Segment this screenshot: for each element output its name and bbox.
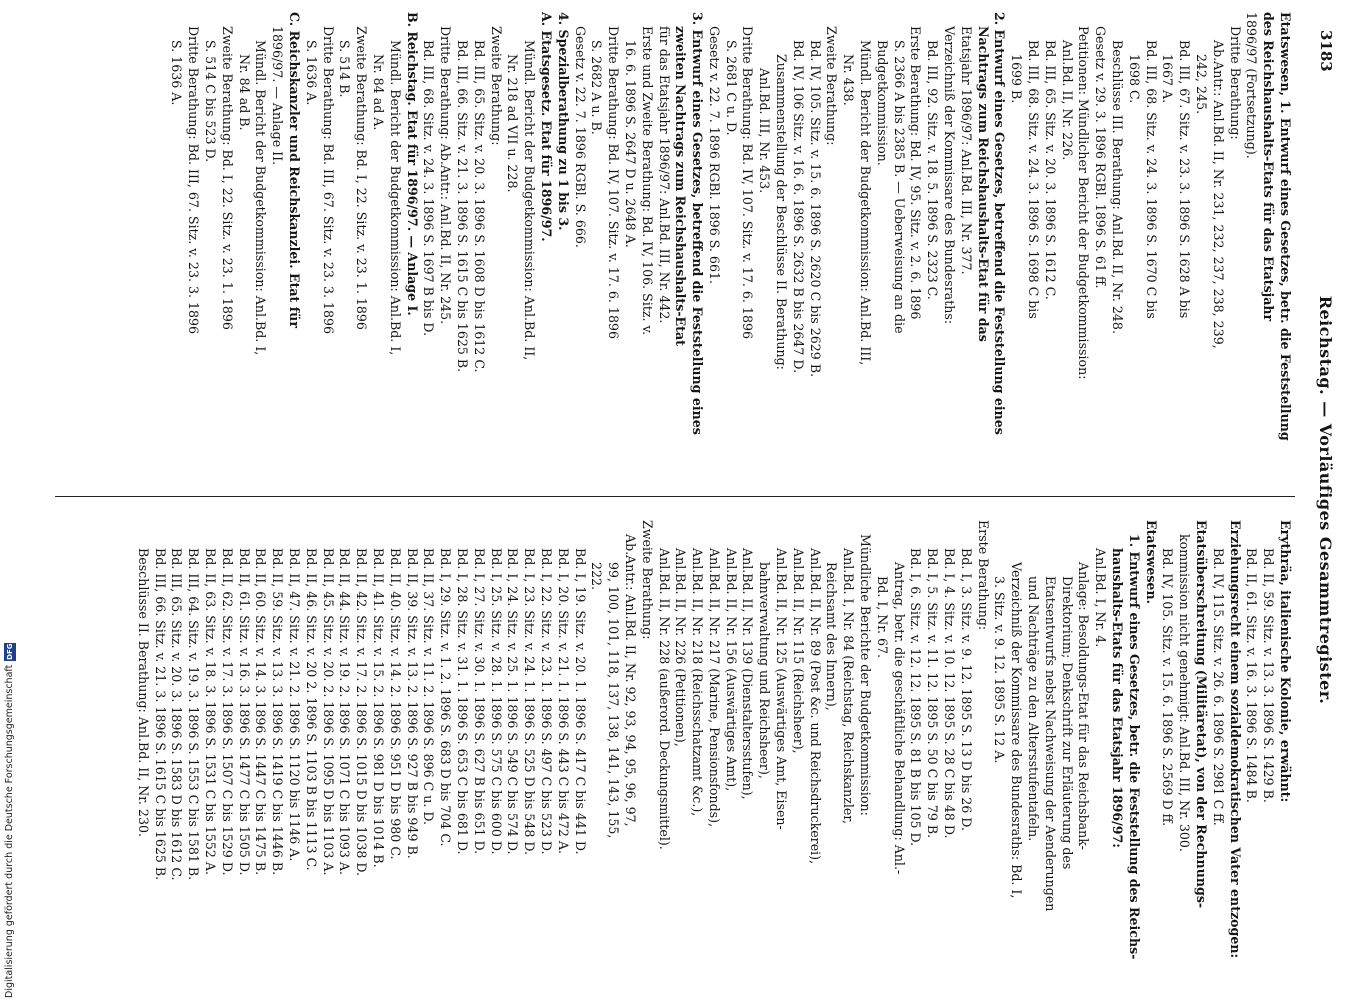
register-entry-line: Bd. III, 65. Sitz. v. 20. 3. 1896 S. 1583 D bis 1612 C. <box>169 548 185 881</box>
register-entry-line: Dritte Berathung: Ab.Antr.: Anl.Bd. II, Nr. 245. <box>438 26 454 325</box>
register-entry-line: Beschlüsse III. Berathung: Anl.Bd. II, Nr. 248. <box>1110 40 1126 334</box>
register-entry-line: Bd. I, Nr. 67. <box>874 576 890 658</box>
register-entry-line: A. Etatsgesetz. Etat für 1896/97. <box>538 12 554 242</box>
register-entry-line: Anl.Bd. II, Nr. 89 (Post &c. und Reichsdruckerei), <box>807 548 823 865</box>
register-entry-line: Bd. II, 61. Sitz. v. 16. 3. 1896 S. 1477 C bis 1505 D. <box>236 548 252 876</box>
register-entry-line: 4. Spezialberathung zu 1 bis 3. <box>555 12 571 231</box>
register-entry-line: Bd. II, 60. Sitz. v. 14. 3. 1896 S. 1447 C bis 1475 B. <box>253 548 269 876</box>
register-entry-line: Bd. II, 59. Sitz. v. 13. 3. 1896 S. 1419 C bis 1446 B. <box>270 548 286 876</box>
register-entry-line: kommission nicht genehmigt: Anl.Bd. III, Nr. 300. <box>1177 534 1193 852</box>
register-entry-line: Direktorium; Denkschrift zur Erläuterung des <box>1059 576 1075 870</box>
register-entry-line: Anl.Bd. II, Nr. 218 (Reichsschatzamt &c.), <box>690 548 706 817</box>
register-entry-line: Bd. II, 37. Sitz. v. 11. 2. 1896 S. 896 C u. D. <box>421 548 437 826</box>
register-entry-line: Nr. 438. <box>841 54 857 106</box>
register-entry-line: Dritte Berathung: Bd. III, 67. Sitz. v. 23. 3. 1896 <box>320 26 336 335</box>
register-entry-line: haushalts-Etats für das Etatsjahr 1896/97: <box>1110 548 1126 848</box>
register-entry-line: Zweite Berathung: Bd. I, 22. Sitz. v. 23. 1. 1896 <box>219 26 235 330</box>
register-entry-line: zweiten Nachtrags zum Reichshaushalts-Etat <box>673 26 689 346</box>
register-entry-line: Bd. I, 25. Sitz. v. 28. 1. 1896 S. 575 C bis 600 D. <box>488 548 504 855</box>
register-entry-line: 222. <box>589 562 605 591</box>
register-entry-line: Bd. II, 59. Sitz. v. 13. 3. 1896 S. 1429 B. <box>1261 548 1277 803</box>
register-entry-line: 16. 6. 1896 S. 2647 D u. 2648 A. <box>622 40 638 248</box>
register-entry-line: S. 1636 A. <box>303 40 319 106</box>
register-entry-line: 1667 A. <box>1160 54 1176 104</box>
register-entry-line: und Nachträge zu den Altersstufentafeln. <box>1026 576 1042 842</box>
register-entry-line: Zweite Berathung: Bd. I, 22. Sitz. v. 23. 1. 1896 <box>354 26 370 330</box>
register-entry-line: Nachtrags zum Reichshaushalts-Etat für das <box>975 26 991 342</box>
register-entry-line: 2. Entwurf eines Gesetzes, betreffend die Feststellung eines <box>992 12 1008 435</box>
register-entry-line: Anl.Bd. I, Nr. 84 (Reichstag, Reichskanzler, <box>841 548 857 824</box>
right-column <box>134 520 1293 990</box>
register-entry-line: bahnverwaltung und Reichsheer), <box>757 562 773 779</box>
register-entry-line: Nr. 84 ad B. <box>236 54 252 131</box>
register-entry-line: Gesetz v. 22. 7. 1896 RGBl. S. 666. <box>572 26 588 248</box>
register-entry-line: Bd. II, 61. Sitz. v. 16. 3. 1896 S. 1484 B. <box>1244 548 1260 803</box>
register-entry-line: Bd. I, 6. Sitz. v. 12. 12. 1895 S. 81 B bis 105 D. <box>908 548 924 847</box>
register-entry-line: 1. Entwurf eines Gesetzes, betr. die Feststellung des Reichs- <box>1126 534 1142 960</box>
register-entry-line: Anlage: Besoldungs-Etat für das Reichsbank- <box>1076 562 1092 850</box>
register-entry-line: Bd. I, 19. Sitz. v. 20. 1. 1896 S. 417 C bis 441 D. <box>572 548 588 855</box>
register-entry-line: des Reichshaushalts-Etats für das Etatsjahr <box>1261 12 1277 322</box>
register-entry-line: Bd. I, 4. Sitz. v. 10. 12. 1895 S. 28 C bis 48 D. <box>942 548 958 839</box>
register-entry-line: Bd. I, 5. Sitz. v. 11. 12. 1895 S. 50 C bis 79 B. <box>925 548 941 839</box>
register-entry-line: Mündl. Bericht der Budgetkommission: Anl.Bd. I, <box>253 40 269 356</box>
register-entry-line: 242, 245. <box>1194 54 1210 115</box>
register-entry-line: Beschlüsse II. Berathung: Anl.Bd. II, Nr. 230. <box>135 548 151 837</box>
register-entry-line: S. 514 C bis 523 D. <box>203 40 218 163</box>
register-entry-line: Dritte Berathung: Bd. IV, 107. Sitz. v. 17. 6. 1896 <box>740 26 756 339</box>
register-entry-line: S. 1636 A. <box>169 40 185 106</box>
register-entry-line: Bd. III, 92. Sitz. v. 18. 5. 1896 S. 2323 C. <box>925 40 941 300</box>
register-entry-line: Bd. III, 68. Sitz. v. 24. 3. 1896 S. 1697 B bis D. <box>421 40 437 337</box>
register-entry-line: Erziehungsrecht einem sozialdemokratischen Vater entzogen: <box>1227 520 1243 959</box>
register-entry-line: Bd. I, 23. Sitz. v. 24. 1. 1896 S. 525 D bis 548 D. <box>522 548 538 855</box>
left-column <box>168 12 1293 482</box>
register-entry-line: Dritte Berathung: Bd. III, 67. Sitz. v. 23. 3. 1896 <box>186 26 202 335</box>
register-entry-line: Erste und Zweite Berathung: Bd. IV, 106. Sitz. v. <box>639 26 655 336</box>
register-entry-line: Bd. I, 29. Sitz. v. 1. 2. 1896 S. 683 D bis 704 C. <box>438 548 454 847</box>
register-entry-line: Bd. I, 20. Sitz. v. 21. 1. 1896 S. 443 C bis 472 A. <box>555 548 571 854</box>
register-entry-line: Zweite Berathung: <box>824 26 840 146</box>
register-entry-line: Gesetz v. 22. 7. 1896 RGBl. 1896 S. 661. <box>706 26 722 284</box>
register-entry-line: S. 2681 C u. D. <box>723 40 739 136</box>
register-entry-line: S. 2366 A bis 2385 B. — Ueberweisung an die <box>891 40 907 334</box>
register-entry-line: Etatsüberschreitung (Militäretat), von der Rechnungs- <box>1194 520 1210 909</box>
register-entry-line: Anl.Bd. II, Nr. 226. <box>1059 40 1075 161</box>
register-entry-line: Anl.Bd. II, Nr. 226 (Petitionen), <box>673 548 689 747</box>
register-entry-line: Bd. III, 67. Sitz. v. 23. 3. 1896 S. 1628 A bis <box>1177 40 1193 319</box>
register-entry-line: Bd. I, 3. Sitz. v. 9. 12. 1895 S. 13 D bis 26 D. <box>958 548 974 831</box>
register-entry-line: Bd. II, 62. Sitz. v. 17. 3. 1896 S. 1507 C bis 1529 D. <box>219 548 235 876</box>
register-entry-line: Anl.Bd. II, Nr. 115 (Reichsheer), <box>790 548 806 754</box>
register-entry-line: Bd. III, 65. Sitz. v. 20. 3. 1896 S. 1612 C. <box>1042 40 1058 300</box>
register-entry-line: Zusammenstellung der Beschlüsse II. Berathung: <box>774 54 790 370</box>
register-entry-line: Bd. III, 68. Sitz. v. 24. 3. 1896 S. 1698 C bis <box>1026 40 1042 319</box>
running-title: Reichstag. — Vorläufiges Gesammtregister. <box>1316 295 1335 705</box>
register-entry-line: Bd. II, 42. Sitz. v. 17. 2. 1896 S. 1015 D bis 1038 D. <box>354 548 370 876</box>
register-entry-line: 1896/97 (Fortsetzung). <box>1244 12 1260 159</box>
register-entry-line: Bd. II, 44. Sitz. v. 19. 2. 1896 S. 1071 C bis 1093 A. <box>337 548 353 875</box>
register-entry-line: Anl.Bd. II, Nr. 139 (Dienstaltersstufen), <box>740 548 756 800</box>
register-entry-line: Verzeichniß der Kommissare des Bundesraths: Bd. I, <box>1009 562 1025 899</box>
credit-text: Digitalisierung gefördert durch die Deutsche Forschungsgemeinschaft <box>4 664 15 998</box>
register-entry-line: Ab.Antr.: Anl.Bd. II, Nr. 92, 93, 94, 95, 96, 97, <box>622 534 638 827</box>
register-entry-line: Etatsjahr 1896/97: Anl.Bd. III, Nr. 377. <box>958 26 974 275</box>
register-entry-line: Bd. II, 63. Sitz. v. 18. 3. 1896 S. 1531 C bis 1552 A. <box>203 548 218 875</box>
register-entry-line: Mündliche Berichte der Budgetkommission: <box>858 534 874 816</box>
register-entry-line: Dritte Berathung: Bd. IV, 107. Sitz. v. 17. 6. 1896 <box>606 26 622 339</box>
register-entry-line: Bd. I, 24. Sitz. v. 25. 1. 1896 S. 549 C bis 574 D. <box>505 548 521 855</box>
register-entry-line: S. 2682 A u. B. <box>589 40 605 135</box>
register-entry-line: Bd. IV, 105. Sitz. v. 15. 6. 1896 S. 2569 D ff. <box>1160 548 1176 827</box>
register-entry-line: Erythräa, italienische Kolonie, erwähnt: <box>1278 520 1293 803</box>
register-entry-line: Bd. III, 68. Sitz. v. 24. 3. 1896 S. 1670 C bis <box>1143 40 1159 319</box>
digitization-credit <box>0 600 24 1000</box>
register-entry-line: Ab.Antr.: Anl.Bd. II, Nr. 231, 232, 237, 238, 239, <box>1210 40 1226 349</box>
register-entry-line: Bd. II, 41. Sitz. v. 15. 2. 1896 S. 981 D bis 1014 B. <box>370 548 386 868</box>
register-entry-line: Gesetz v. 29. 3. 1896 RGBl. 1896 S. 61 ff. <box>1093 26 1109 289</box>
register-entry-line: Bd. IV, 106 Sitz. v. 16. 6. 1896 S. 2632 B bis 2647 D. <box>790 40 806 374</box>
register-entry-line: 99, 100, 101, 118, 137, 138, 141, 143, 155, <box>606 562 622 839</box>
register-entry-line: für das Etatsjahr 1896/97: Anl.Bd. III, Nr. 442. <box>656 26 672 324</box>
register-entry-line: Bd. I, 27. Sitz. v. 30. 1. 1896 S. 627 B bis 651 D. <box>471 548 487 855</box>
register-entry-line: Anl.Bd. II, Nr. 156 (Auswärtiges Amt), <box>723 548 739 792</box>
register-entry-line: 1896/97. — Anlage II. <box>270 26 286 166</box>
register-entry-line: Budgetkommission. <box>874 40 890 166</box>
register-entry-line: Dritte Berathung: <box>1227 26 1243 140</box>
register-entry-line: Bd. III, 65. Sitz. v. 20. 3. 1896 S. 1608 D bis 1612 C. <box>471 40 487 373</box>
register-entry-line: C. Reichskanzler und Reichskanzlei. Etat für <box>286 12 302 328</box>
register-entry-line: Nr. 84 ad A. <box>370 54 386 131</box>
register-entry-line: Erste Berathung: Bd. IV, 95. Sitz. v. 2. 6. 1896 <box>908 26 924 320</box>
register-entry-line: S. 514 B. <box>337 40 353 98</box>
register-entry-line: Anl.Bd. II, Nr. 125 (Auswärtiges Amt, Eisen- <box>774 548 790 830</box>
register-entry-line: Bd. II, 47. Sitz. v. 21. 2. 1896 S. 1120 bis 1146 A. <box>286 548 302 862</box>
register-entry-line: 1698 C. <box>1126 54 1142 104</box>
register-entry-line: Bd. I, 22. Sitz. v. 23. 1. 1896 S. 497 C bis 523 D. <box>538 548 554 855</box>
register-entry-line: Etatsentwurfs nebst Nachweisung der Aenderungen <box>1042 576 1058 912</box>
register-entry-line: Bd. IV, 105. Sitz. v. 15. 6. 1896 S. 2620 C bis 2629 B. <box>807 40 823 378</box>
register-entry-line: Mündl. Bericht der Budgetkommission: Anl.Bd. I, <box>387 40 403 356</box>
register-entry-line: Mündl. Bericht der Budgetkommission: Anl.Bd. III, <box>858 40 874 366</box>
register-entry-line: Zweite Berathung: <box>488 26 504 146</box>
register-entry-line: Anl.Bd. II, Nr. 228 (außerord. Deckungsmittel). <box>656 548 672 850</box>
register-entry-line: Bd. II, 46. Sitz. v. 20 2. 1896 S. 1103 B bis 1113 C. <box>303 548 319 871</box>
register-entry-line: Anl.Bd. I, Nr. 4. <box>1093 548 1109 648</box>
register-entry-line: Bd. II, 39. Sitz. v. 13. 2. 1896 S. 927 B bis 949 B. <box>404 548 420 859</box>
page-header <box>1305 30 1335 970</box>
register-entry-line: 3. Sitz. v. 9. 12. 1895 S. 12 A. <box>992 576 1008 764</box>
register-entry-line: Petitionen: Mündlicher Bericht der Budgetkommission: <box>1076 26 1092 380</box>
register-entry-line: Bd. II, 45. Sitz. v. 20. 2. 1896 S. 1095 D bis 1103 A. <box>320 548 336 876</box>
register-entry-line: Etatswesen, 1. Entwurf eines Gesetzes, betr. die Feststellung <box>1278 12 1293 441</box>
register-entry-line: Mündl. Bericht der Budgetkommission: Anl.Bd. II, <box>522 40 538 361</box>
dfg-logo: DFG <box>5 643 14 660</box>
register-entry-line: Bd. III, 66. Sitz. v. 21. 3. 1896 S. 1615 C bis 1625 B. <box>454 40 470 373</box>
register-entry-line: Etatswesen. <box>1143 520 1159 604</box>
register-entry-line: Erste Berathung: <box>975 520 991 631</box>
register-entry-line: Bd. III, 64. Sitz. v. 19. 3. 1896 S. 1553 C bis 1581 B. <box>186 548 202 881</box>
register-entry-line: Verzeichniß der Kommissare des Bundesraths: <box>942 26 958 325</box>
register-entry-line: Nr. 218 ad VII u. 228. <box>505 54 521 193</box>
register-entry-line: Bd. III, 66. Sitz. v. 21. 3. 1896 S. 1615 C bis 1625 B. <box>152 548 168 881</box>
column-divider <box>55 496 1295 497</box>
register-entry-line: 1699 B. <box>1009 54 1025 104</box>
register-entry-line: B. Reichstag. Etat für 1896/97. — Anlage I. <box>404 12 420 316</box>
register-entry-line: Antrag, betr. die geschäftliche Behandlung: Anl.- <box>891 562 907 875</box>
register-entry-line: Anl.Bd. III, Nr. 453. <box>757 68 773 194</box>
register-entry-line: Anl.Bd. II, Nr. 217 (Marine, Pensionsfonds), <box>706 548 722 828</box>
register-entry-line: Zweite Berathung: <box>639 520 655 640</box>
register-entry-line: Bd. IV, 115. Sitz. v. 26. 6. 1896 S. 2981 C ff. <box>1210 548 1226 826</box>
register-entry-line: 3. Entwurf eines Gesetzes, betreffend die Feststellung eines <box>690 12 706 435</box>
register-entry-line: Bd. I, 28. Sitz. v. 31. 1. 1896 S. 653 C bis 681 D. <box>454 548 470 855</box>
page-number: 3183 <box>1317 30 1335 72</box>
register-entry-line: Bd. II, 40. Sitz. v. 14. 2. 1896 S. 951 D bis 980 C. <box>387 548 403 860</box>
register-entry-line: Reichsamt des Innern), <box>824 562 840 711</box>
